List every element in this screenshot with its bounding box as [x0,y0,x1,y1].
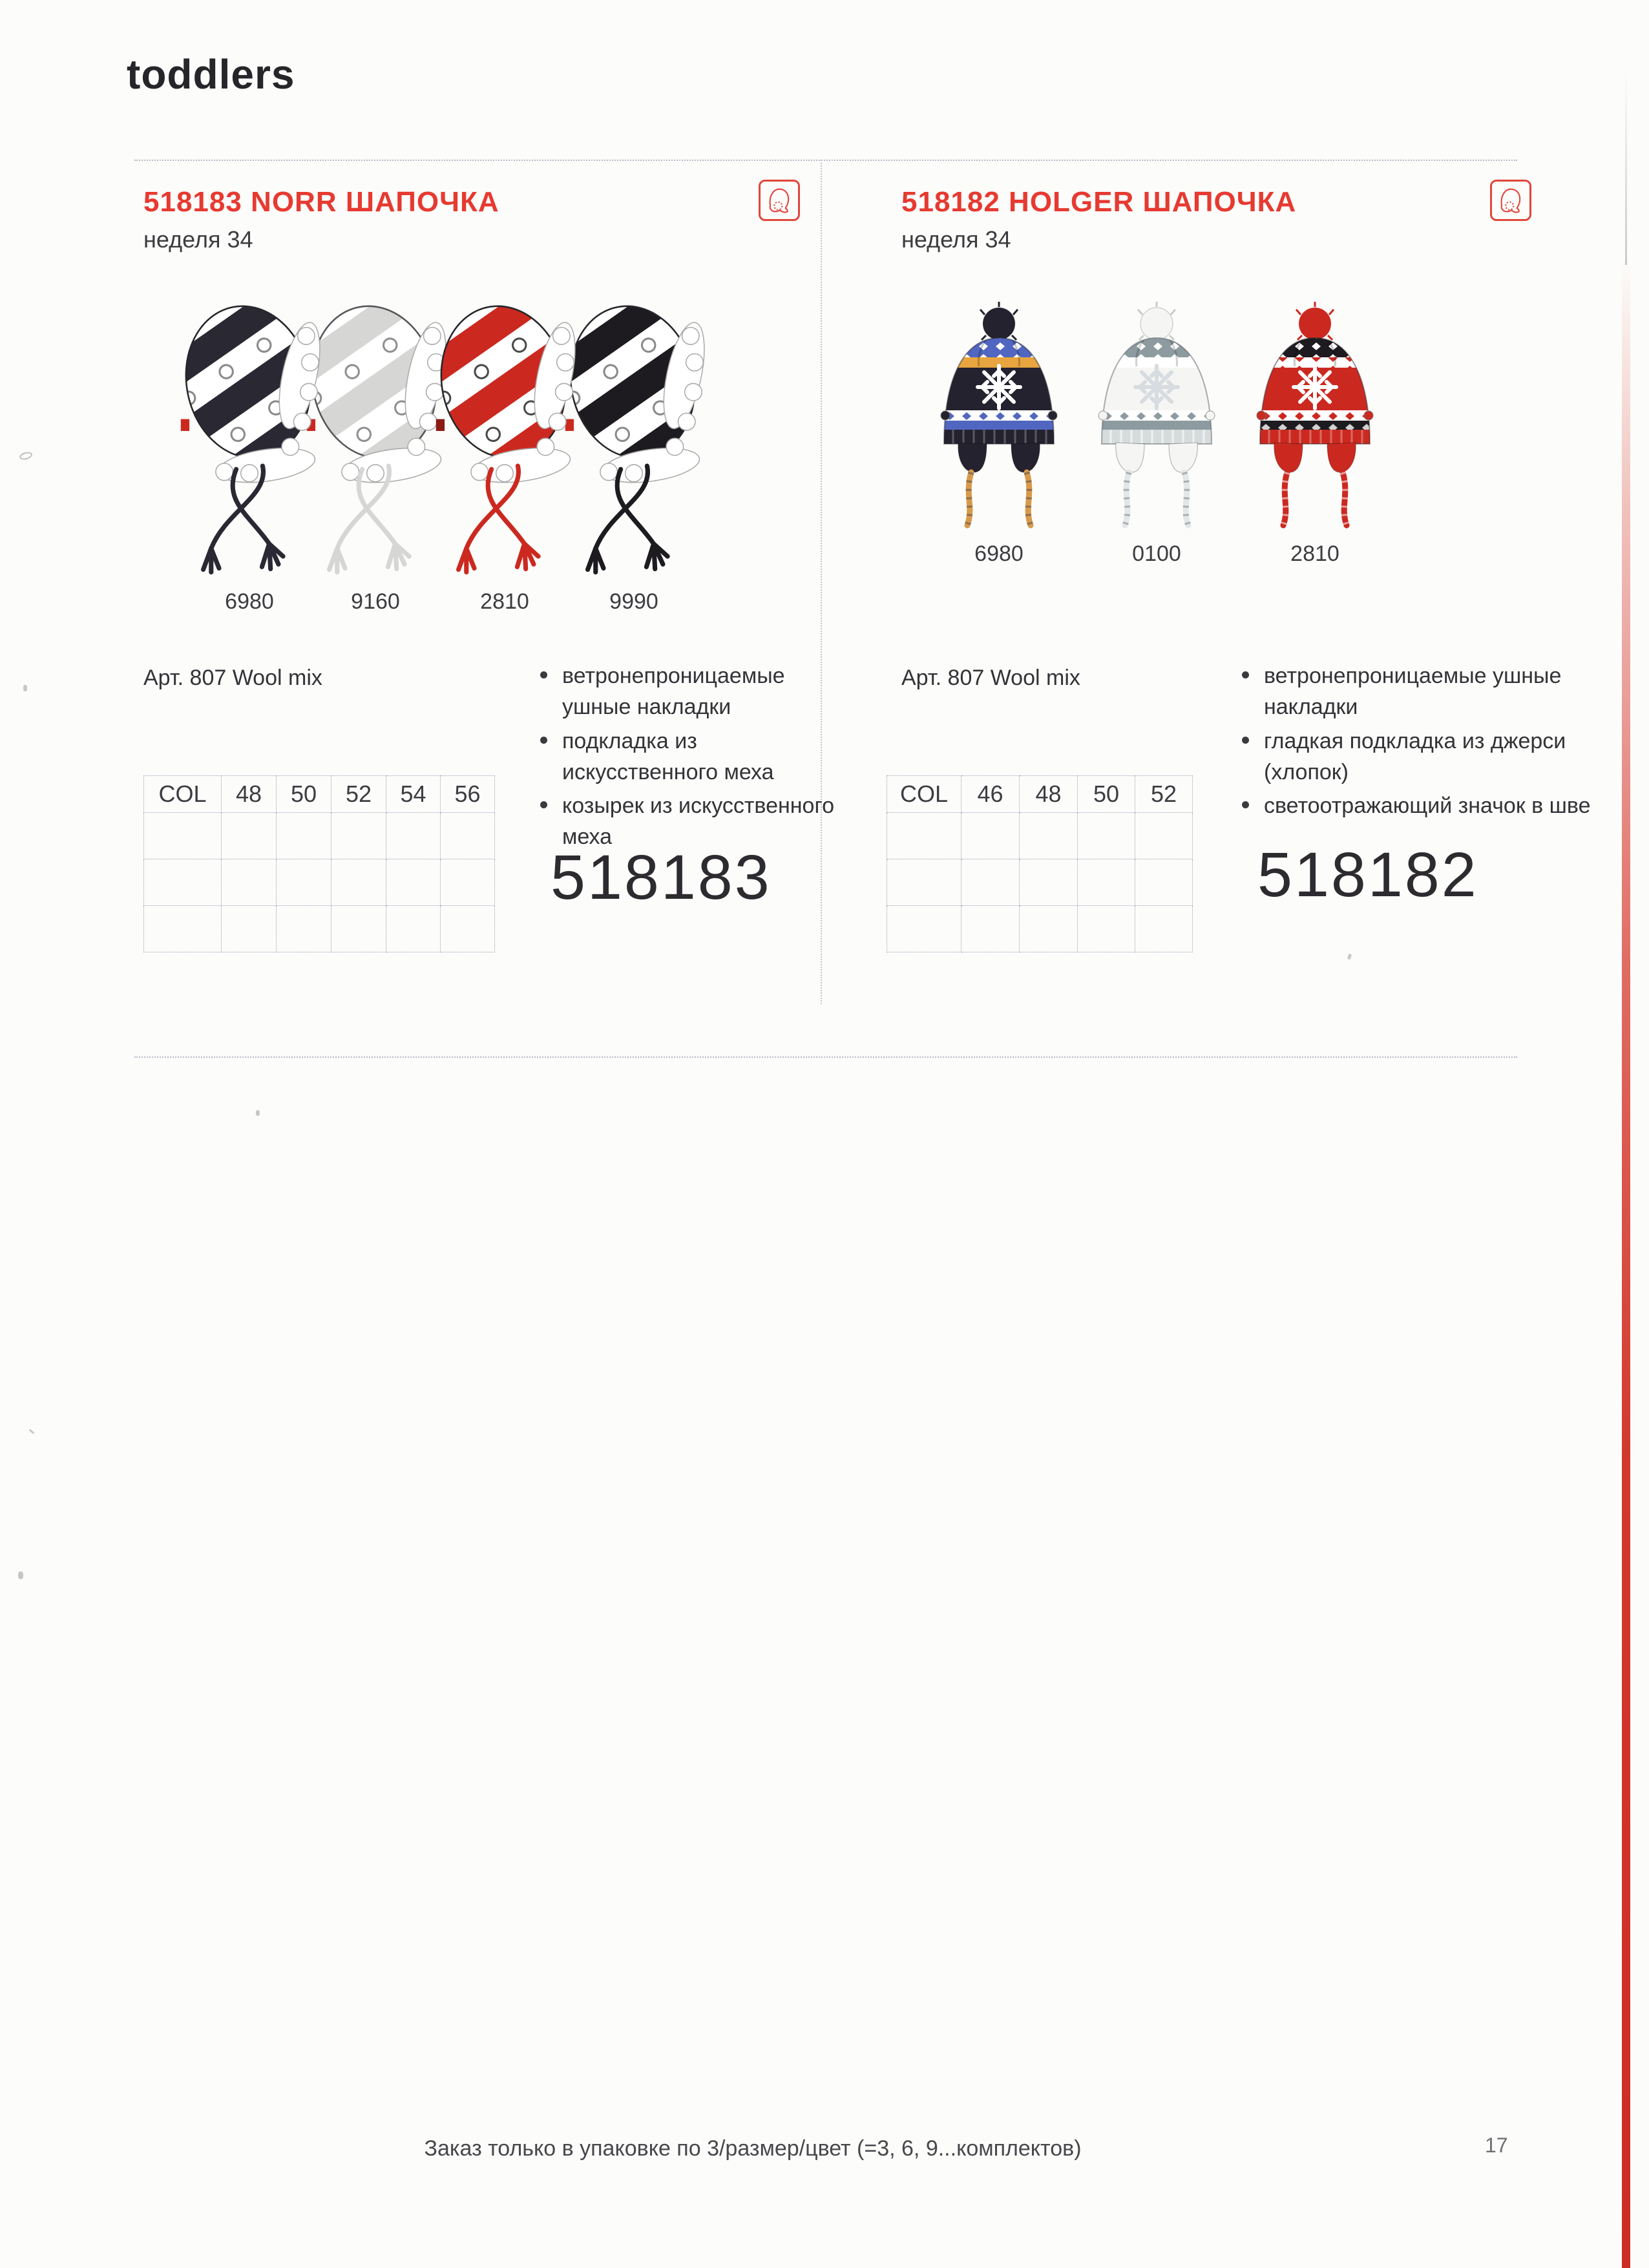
size-cell [386,813,441,859]
size-cell [144,859,222,906]
scan-artifact [18,1571,23,1579]
section-divider [821,160,822,1004]
size-header-cell: 48 [1020,776,1078,813]
color-code-label: 6980 [974,541,1024,566]
col-header-cell: COL [144,776,222,813]
scan-artifact [28,1429,35,1434]
size-cell [386,906,441,952]
size-header-row [144,776,495,813]
order-row [887,906,1193,952]
week-label-norr: неделя 34 [143,226,253,253]
size-cell [887,859,961,906]
size-cell [222,859,277,906]
size-header-cell: 52 [331,776,386,813]
ear-ties [967,472,1031,525]
big-article-number-norr: 518183 [551,842,772,912]
feature-list-holger [1241,660,1615,824]
col-header-cell: COL [887,776,961,813]
pompom [1140,308,1173,340]
color-code-label: 2810 [480,589,529,614]
ear-ties [1283,472,1347,525]
pompom [983,308,1015,340]
color-code-label: 2810 [1290,541,1339,566]
size-cell [277,813,331,859]
order-row [144,859,495,906]
size-cell [1020,813,1078,859]
hat-holger-2810 [1241,294,1389,540]
page-number: 17 [1485,2134,1508,2157]
feature-list-norr [539,660,843,856]
top-rule [134,160,1517,161]
hat-pictogram-icon [762,184,796,217]
hat-holger-6980 [925,294,1073,540]
size-cell [1078,813,1135,859]
size-cell [1020,859,1078,906]
size-cell [1020,906,1078,952]
size-cell [1135,859,1193,906]
size-cell [1078,906,1135,952]
scan-edge-red-stripe [1622,258,1630,2268]
scan-artifact [23,685,27,691]
article-line-norr: Арт. 807 Wool mix [143,666,322,690]
size-cell [1078,859,1135,906]
size-header-cell: 50 [1078,776,1135,813]
scan-artifact [19,451,33,461]
size-table-holger [887,775,1193,952]
size-header-cell: 56 [441,776,495,813]
feature-item: гладкая подкладка из джерси (хлопок) [1241,726,1615,788]
ear-flaps [1116,443,1197,472]
bottom-rule [134,1056,1517,1058]
ear-flaps [958,443,1040,472]
hat-pictogram-icon [1494,184,1528,217]
size-cell [961,813,1020,859]
order-row [887,813,1193,859]
big-article-number-holger: 518182 [1257,839,1478,910]
size-cell [887,906,961,952]
product-title-holger: 518182 HOLGER ШАПОЧКА [901,186,1297,218]
feature-item: ветронепроницаемые ушные накладки [1241,660,1615,723]
size-header-cell: 54 [386,776,441,813]
size-cell [386,859,441,906]
pompom [1299,308,1331,340]
order-pack-note: Заказ только в упаковке по 3/размер/цвет (=3, 6, 9...комплектов) [424,2136,1082,2161]
size-cell [144,813,222,859]
snowflake-motif [978,366,1020,408]
scan-artifact [256,1110,260,1116]
size-cell [277,906,331,952]
size-cell [331,906,386,952]
size-cell [441,859,495,906]
week-label-holger: неделя 34 [901,226,1011,253]
snowflake-motif [1135,366,1178,408]
hat-holger-0100 [1082,294,1231,540]
size-cell [1135,813,1193,859]
color-code-label: 6980 [225,589,274,614]
size-cell [1135,906,1193,952]
size-header-cell: 50 [277,776,331,813]
size-header-row [887,776,1193,813]
color-code-label: 9160 [351,589,400,614]
size-cell [441,906,495,952]
brand-tag [181,419,189,431]
size-cell [222,813,277,859]
size-table-norr [143,775,495,952]
size-cell [144,906,222,952]
page-title: toddlers [127,51,295,98]
color-code-label: 0100 [1132,541,1181,566]
size-cell [441,813,495,859]
size-header-cell: 48 [222,776,277,813]
size-cell [887,813,961,859]
ear-ties [1125,472,1188,525]
size-cell [277,859,331,906]
scan-edge-shadow [1625,71,1627,265]
feature-item: козырек из искусственного меха [539,790,843,853]
size-cell [331,859,386,906]
hat-norr-2810 [421,277,589,587]
size-cell [961,859,1020,906]
hat-category-icon [759,180,800,221]
order-row [144,906,495,952]
order-row [144,813,495,859]
feature-item: ветронепроницаемые ушные накладки [539,660,843,723]
snowflake-motif [1294,366,1336,408]
color-code-label: 9990 [609,589,658,614]
feature-item: подкладка из искусственного меха [539,726,843,788]
order-row [887,859,1193,906]
feature-item: светоотражающий значок в шве [1241,790,1615,821]
size-cell [222,906,277,952]
brand-tag [436,419,445,431]
hat-category-icon [1490,180,1531,221]
article-line-holger: Арт. 807 Wool mix [901,666,1080,690]
product-title-norr: 518183 NORR ШАПОЧКА [143,186,499,218]
size-header-cell: 46 [961,776,1020,813]
ear-flaps [1274,443,1356,472]
size-cell [961,906,1020,952]
size-header-cell: 52 [1135,776,1193,813]
scan-artifact [1347,953,1352,960]
hat-norr-6980 [165,277,333,587]
size-cell [331,813,386,859]
